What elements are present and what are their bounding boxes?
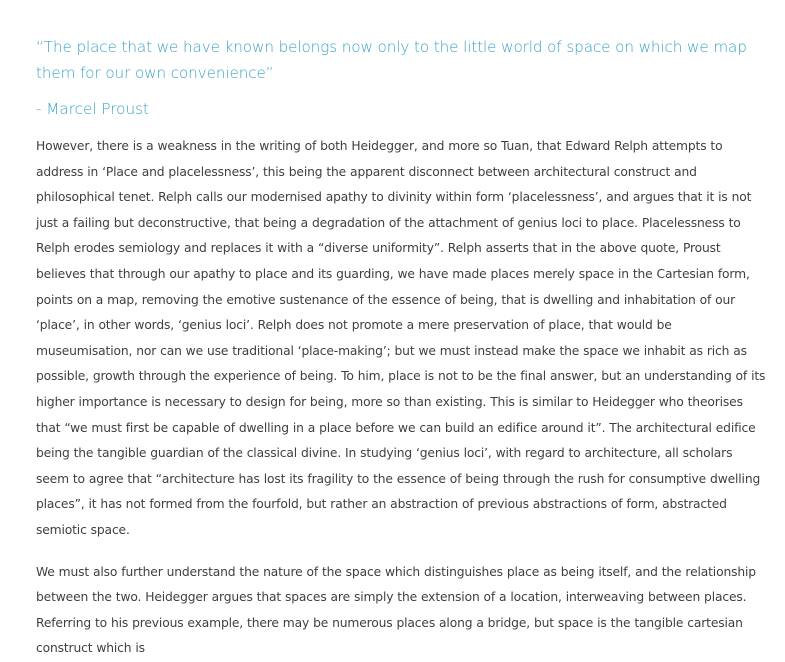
body-paragraph: However, there is a weakness in the writing of both Heidegger, and more so Tuan, that Edward Relph attempts to address in ‘Place and placelessness’, this being the apparent disconnect between architectural construct and philosophical tenet. Relph calls our modernised apathy to divinity within form ‘placelessness’, and argues that it is not just a failing but deconstructive, that being a degradation of the attachment of genius loci to place. Placelessness to Relph erodes semiology and replaces it with a “diverse uniformity”. Relph asserts that in the above quote, Proust believes that through our apathy to place and its guarding, we have made places merely space in the Cartesian form, points on a map, removing the emotive sustenance of the essence of being, that is dwelling and inhabitation of our ‘place’, in other words, ‘genius loci’. Relph does not promote a mere preservation of place, that would be museumisation, nor can we use traditional ‘place-making’; but we must instead make the space we inhabit as rich as possible, growth through the experience of being. To him, place is not to be the final answer, but an understanding of its higher importance is necessary to design for being, more so than existing. This is similar to Heidegger who theorises that “we must first be capable of dwelling in a place before we can build an edifice around it”. The architectural edifice being the tangible guardian of the classical divine. In studying ‘genius loci’, with regard to architecture, all scholars seem to agree that “architecture has lost its fragility to the essence of being through the rush for consumptive dwelling places”, it has not formed from the fourfold, but rather an abstraction of previous abstractions of form, abstracted semiotic space. (36, 139, 766, 537)
article-body (36, 34, 768, 662)
body-paragraph: We must also further understand the nature of the space which distinguishes place as being itself, and the relationship between the two. Heidegger argues that spaces are simply the extension of a location, interweaving between places. Referring to his previous example, there may be numerous places along a bridge, but space is the tangible cartesian construct which is (36, 564, 756, 656)
quote-attribution: - Marcel Proust (36, 100, 149, 118)
pull-quote: “The place that we have known belongs now only to the little world of space on which we map them for our own convenience” (36, 38, 747, 82)
